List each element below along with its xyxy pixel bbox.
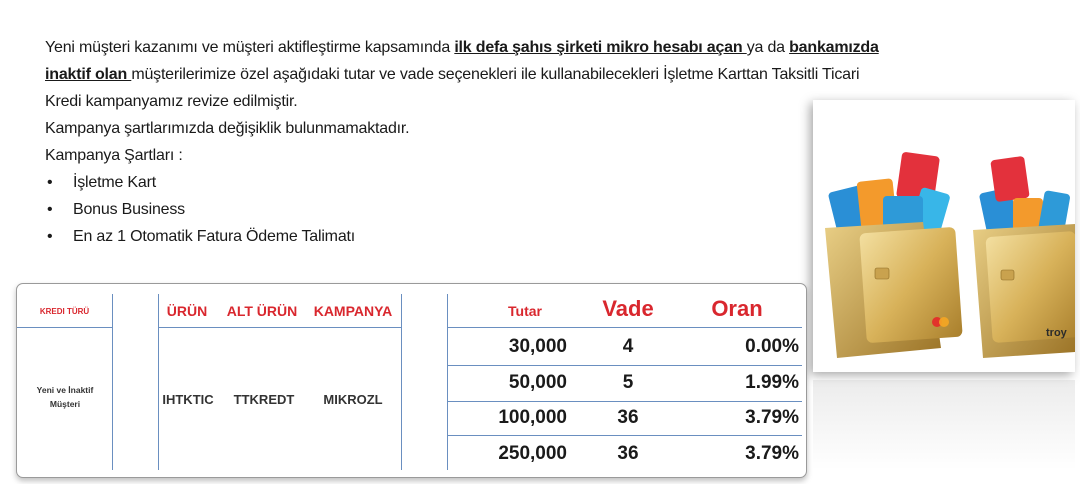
campaign-table: [16, 283, 807, 478]
header-vade: Vade: [602, 296, 654, 321]
row-2-oran: 1.99%: [745, 372, 799, 393]
urun-value: IHTKTIC: [162, 391, 214, 407]
card-image-reflection: [813, 380, 1075, 470]
conditions-title: Kampanya Şartları :: [45, 147, 183, 164]
header-oran: Oran: [711, 296, 763, 321]
customer-type-label: Yeni ve İnaktif Müşteri: [36, 385, 94, 409]
row-1-vade: 4: [622, 336, 634, 357]
header-tutar: Tutar: [508, 303, 542, 319]
campaign-description: [45, 34, 935, 250]
header-urun: ÜRÜN: [166, 303, 208, 319]
highlight-inactive: inaktif olan: [45, 66, 132, 83]
header-kampanya: KAMPANYA: [313, 303, 393, 319]
row-1-oran: 0.00%: [745, 336, 799, 357]
row-2-tutar: 50,000: [508, 372, 567, 393]
highlight-bank: bankamızda: [789, 39, 879, 56]
row-3-vade: 36: [617, 407, 639, 428]
highlight-new-account: ilk defa şahıs şirketi mikro hesabı açan: [454, 39, 747, 56]
condition-item: • Bonus Business: [45, 196, 935, 223]
row-2-vade: 5: [622, 372, 634, 393]
intro-line-1: Yeni müşteri kazanımı ve müşteri aktifleştirme kapsamında ilk defa şahıs şirketi mikro hesabı açan ya da bankamızda: [45, 39, 879, 56]
row-4-vade: 36: [617, 443, 639, 464]
business-card-image: [813, 100, 1075, 372]
kampanya-value: MIKROZL: [323, 391, 383, 407]
row-3-oran: 3.79%: [745, 407, 799, 428]
troy-logo: troy: [1046, 327, 1067, 339]
intro-line-2: inaktif olan müşterilerimize özel aşağıdaki tutar ve vade seçenekleri ile kullanabilecekleri İşletme Karttan Taksitli Ticari: [45, 66, 860, 83]
row-1-tutar: 30,000: [508, 336, 567, 357]
condition-item: • İşletme Kart: [45, 169, 935, 196]
row-4-tutar: 250,000: [498, 443, 567, 464]
header-alt-urun: ALT ÜRÜN: [226, 303, 298, 319]
intro-line-3: Kredi kampanyamız revize edilmiştir.: [45, 93, 298, 110]
intro-line-4: Kampanya şartlarımızda değişiklik bulunmamaktadır.: [45, 120, 410, 137]
row-3-tutar: 100,000: [498, 407, 567, 428]
header-kredi-turu: KREDI TÜRÜ: [39, 306, 90, 316]
row-4-oran: 3.79%: [745, 443, 799, 464]
alt-urun-value: TTKREDT: [233, 391, 295, 407]
condition-item: • En az 1 Otomatik Fatura Ödeme Talimatı: [45, 223, 935, 250]
conditions-list: [45, 169, 935, 250]
